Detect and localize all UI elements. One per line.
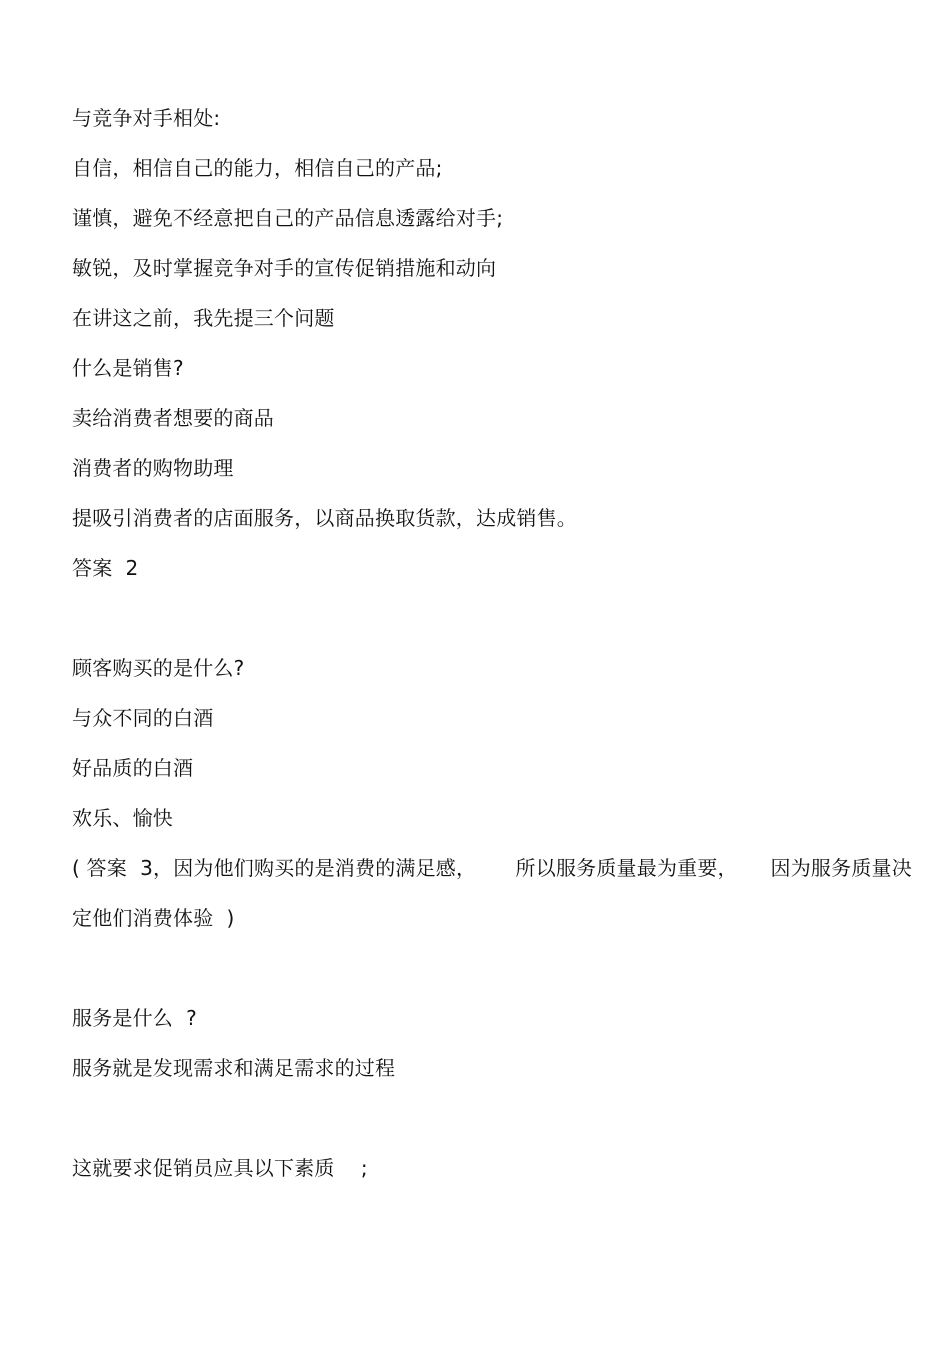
text-line: 服务是什么 ? [72, 1006, 197, 1030]
text-line: 顾客购买的是什么? [72, 656, 245, 680]
text-line: 卖给消费者想要的商品 [72, 406, 274, 430]
text-line: 自信，相信自己的能力，相信自己的产品; [72, 156, 443, 180]
text-line: 好品质的白酒 [72, 756, 194, 780]
text-line: 这就要求促销员应具以下素质 ; [72, 1156, 368, 1180]
text-line: 在讲这之前，我先提三个问题 [72, 306, 335, 330]
text-line: 与众不同的白酒 [72, 706, 214, 730]
text-line: 什么是销售? [72, 356, 184, 380]
text-line: 提吸引消费者的店面服务，以商品换取货款，达成销售。 [72, 506, 577, 530]
text-line: 谨慎，避免不经意把自己的产品信息透露给对手; [72, 206, 504, 230]
text-line: 敏锐，及时掌握竞争对手的宣传促销措施和动向 [72, 256, 497, 280]
text-line: 与竞争对手相处: [72, 106, 221, 130]
text-line: 答案 2 [72, 556, 139, 580]
text-line: 服务就是发现需求和满足需求的过程 [72, 1056, 396, 1080]
text-line: 欢乐、愉快 [72, 806, 173, 830]
text-line: ( 答案 3，因为他们购买的是消费的满足感， 所以服务质量最为重要， 因为服务质量决 [72, 856, 912, 880]
text-line: 定他们消费体验 ) [72, 906, 235, 930]
text-line: 消费者的购物助理 [72, 456, 234, 480]
